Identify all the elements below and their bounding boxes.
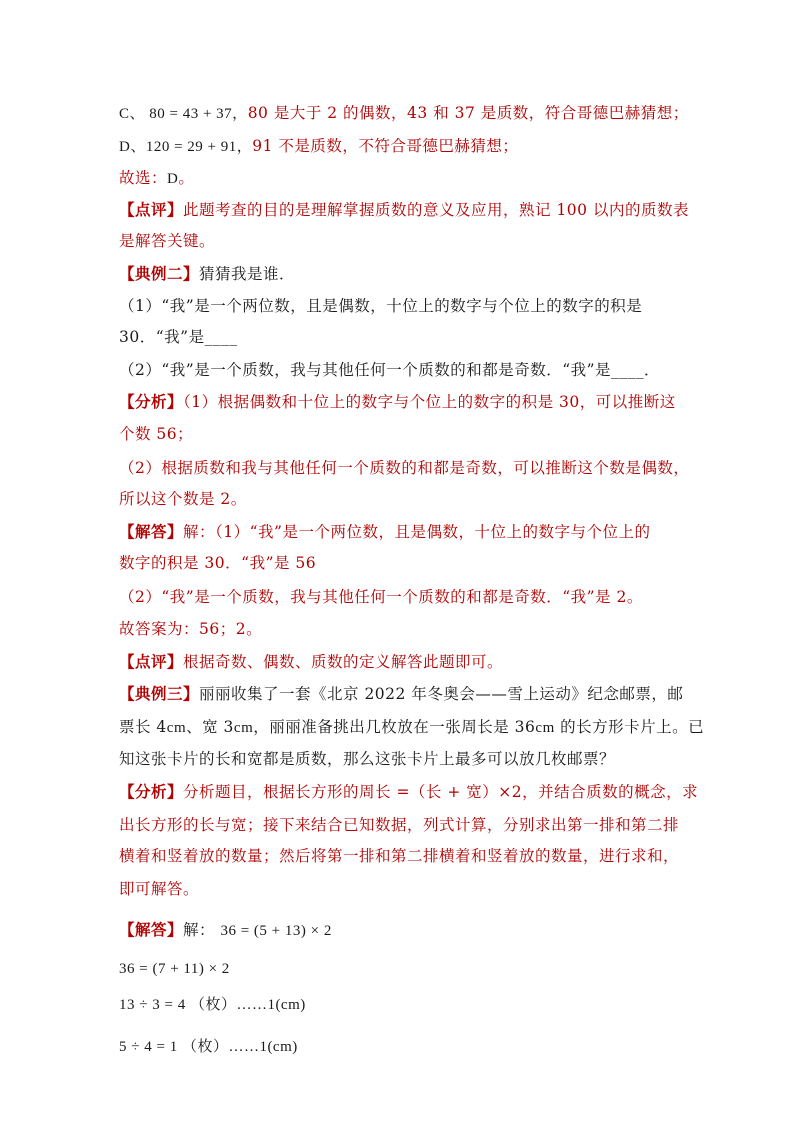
text-segment: 票长 4 [119,718,167,736]
text-segment: 91 不是质数，不符合哥德巴赫猜想； [252,137,519,155]
text-segment: cm [535,720,555,736]
text-segment: ，丽丽准备挑出几枚放在一张周长是 36 [253,718,536,736]
text-line [119,958,230,979]
text-segment: D [119,139,131,155]
text-segment: 【点评】 [119,200,184,219]
text-line [119,424,193,444]
text-segment: 【点评】 [119,652,184,671]
text-line [119,231,215,251]
text-segment: D [167,171,179,187]
text-line [119,200,689,220]
text-segment: 、宽 3 [186,718,234,736]
text-segment: 所以这个数是 2。 [119,490,247,508]
text-segment: 【典例三】 [119,684,200,703]
text-line [119,136,518,157]
text-segment: 的长方形卡片上。已 [554,718,705,736]
text-segment: 36 = (7 + 11) × 2 [119,961,230,977]
text-line [119,920,332,941]
text-line [119,782,698,802]
text-segment: 13 ÷ 3 = 4 （枚）……1(cm) [119,997,306,1013]
text-segment: 5 ÷ 4 = 1 （枚）……1(cm) [119,1039,298,1055]
text-segment: （2）“我”是一个质数，我与其他任何一个质数的和都是奇数．“我”是 2。 [119,588,643,606]
text-segment: C [119,106,130,122]
text-segment: 根据奇数、偶数、质数的定义解答此题即可。 [183,653,504,671]
text-segment: 30．“我”是____ [119,328,238,346]
text-segment: 是解答关键。 [119,232,216,250]
text-segment: 此题考查的目的是理解掌握质数的意义及应用，熟记 100 以内的质数表 [183,201,689,219]
text-line [119,879,199,899]
text-line [119,458,689,478]
text-segment: 分析题目，根据长方形的周长 =（长 + 宽）×2，并结合质数的概念，求 [183,783,699,801]
text-line [119,392,676,412]
text-line [119,168,194,189]
text-line [119,264,295,284]
text-line [119,296,642,316]
text-segment: 【分析】 [119,782,184,801]
text-segment: 、120 = 29 + 91， [130,139,253,155]
text-line [119,815,679,835]
text-segment: 解： [183,921,221,939]
text-line [119,553,316,573]
text-line [119,717,704,738]
text-line [119,619,262,639]
text-segment: （2）“我”是一个质数，我与其他任何一个质数的和都是奇数．“我”是____． [119,361,661,379]
text-line [119,327,238,347]
text-segment: 【解答】 [119,522,184,541]
text-line [119,587,643,607]
text-segment: 【分析】 [119,392,184,411]
text-line [119,489,247,509]
text-line [119,846,679,866]
text-segment: 故选： [119,169,168,187]
text-segment: 数字的积是 30．“我”是 56 [119,554,317,572]
text-line [119,103,689,124]
text-segment: 80 是大于 2 的偶数，43 和 37 是质数，符合哥德巴赫猜想； [247,104,689,122]
text-segment: cm [166,720,187,736]
text-line [119,1036,298,1057]
text-line [119,360,660,380]
text-segment: 36 = (5 + 13) × 2 [220,923,332,939]
text-line [119,522,650,542]
text-segment: （1）“我”是一个两位数，且是偶数，十位上的数字与个位上的数字的积是 [119,297,643,315]
text-segment: 知这张卡片的长和宽都是质数，那么这张卡片上最多可以放几枚邮票？ [119,750,616,768]
text-line [119,994,306,1015]
text-segment: 即可解答。 [119,880,200,898]
text-segment: 横着和竖着放的数量；然后将第一排和第二排横着和竖着放的数量，进行求和， [119,847,680,865]
text-segment: （1）根据偶数和十位上的数字与个位上的数字的积是 30，可以推断这 [183,393,676,411]
text-segment: 【典例二】 [119,264,200,283]
text-segment: （2）根据质数和我与其他任何一个质数的和都是奇数，可以推断这个数是偶数， [119,459,690,477]
text-segment: 个数 56； [119,425,194,443]
text-segment: 解：（1）“我”是一个两位数，且是偶数，十位上的数字与个位上的 [183,523,651,541]
text-segment: 。 [178,169,195,187]
text-segment: 出长方形的长与宽；接下来结合已知数据，列式计算，分别求出第一排和第二排 [119,816,680,834]
text-segment: 故答案为：56；2。 [119,620,263,638]
text-segment: 【解答】 [119,920,184,939]
text-line [119,652,503,672]
text-line [119,684,683,704]
text-segment: 、 80 = 43 + 37， [129,106,248,122]
text-segment: 丽丽收集了一套《北京 2022 年冬奥会——雪上运动》纪念邮票，邮 [199,685,684,703]
text-segment: 猜猜我是谁． [199,265,296,283]
text-segment: cm [233,720,254,736]
text-line [119,749,615,769]
